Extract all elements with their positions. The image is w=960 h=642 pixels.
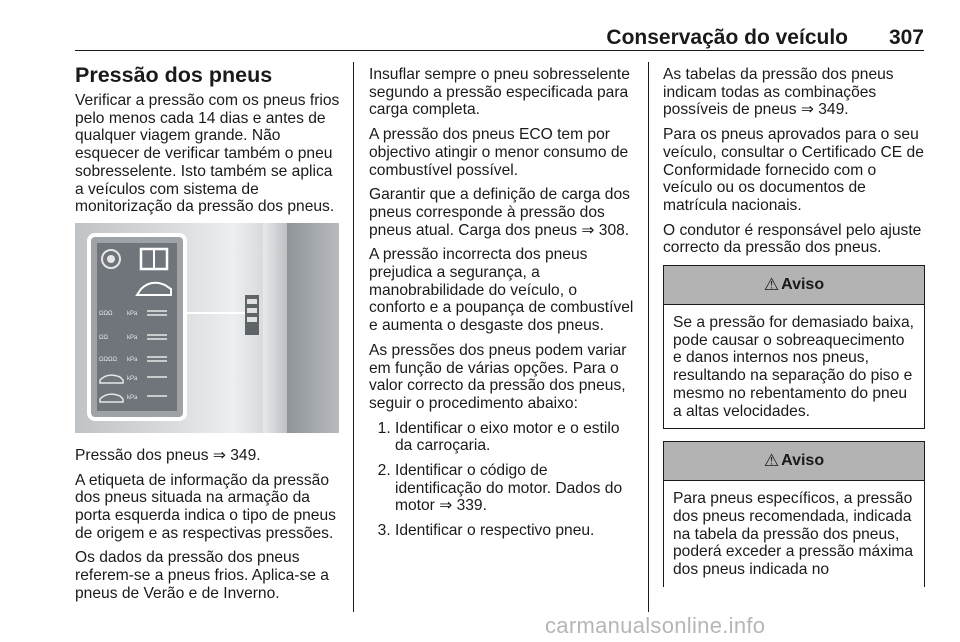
label-location-paragraph: A etiqueta de informação da pressão dos pneus situada na armação da porta esquerda indica o tipo de pneus de origem e as respectivas pressões. — [75, 471, 336, 542]
warning-triangle-icon: ⚠ — [763, 275, 780, 295]
svg-text:kPa: kPa — [127, 356, 138, 363]
pressure-label-icons — [97, 243, 177, 411]
column-divider-1 — [353, 62, 354, 612]
incorrect-pressure-paragraph: A pressão incorrecta dos pneus prejudica a segurança, a manobrabilidade do veículo, o conforto e a poupança de combustível e aumenta o desgaste dos pneus. — [369, 246, 634, 335]
column-2 — [369, 66, 635, 547]
header-title: Conservação do veículo — [606, 26, 848, 49]
procedure-intro-paragraph: As pressões dos pneus podem variar em função de várias opções. Para o valor correcto da pressão dos pneus, seguir o procedimento abaixo: — [369, 341, 627, 412]
warning-title-2: Aviso — [781, 452, 825, 470]
approved-tires-paragraph: Para os pneus aprovados para o seu veículo, consultar o Certificado CE de Conformidade fornecido com o veículo ou os documentos de matrícula nacionais. — [663, 126, 924, 214]
spare-tire-paragraph: Insuflar sempre o pneu sobresselente segundo a pressão especificada para carga completa. — [369, 66, 630, 119]
svg-text:ΩΩΩΩ: ΩΩΩΩ — [99, 356, 117, 363]
svg-text:kPa: kPa — [127, 394, 138, 401]
intro-paragraph: Verificar a pressão com os pneus frios pelo menos cada 14 dias e antes de qualquer viagem grande. Não esquecer de verificar também o pneu sobresselente. Isto também se aplica a veículos com sistema de monitorização da pressão dos pneus. — [75, 92, 340, 216]
svg-text:ΩΩΩ: ΩΩΩ — [99, 310, 113, 317]
tire-pressure-label-figure — [75, 223, 339, 433]
column-1 — [75, 62, 340, 610]
page-header — [75, 26, 924, 52]
pressure-label-panel — [97, 243, 177, 411]
warning-box-2 — [663, 441, 925, 587]
warning-title-1: Aviso — [781, 276, 825, 294]
header-rule — [75, 50, 924, 51]
svg-text:ΩΩ: ΩΩ — [99, 334, 108, 341]
warning-header-1 — [664, 266, 924, 305]
warning-box-1 — [663, 265, 925, 429]
page-number: 307 — [888, 26, 924, 49]
section-title: Pressão dos pneus — [75, 63, 273, 87]
warning-triangle-icon: ⚠ — [763, 451, 780, 471]
driver-responsibility-paragraph: O condutor é responsável pelo ajuste correcto da pressão dos pneus. — [663, 221, 922, 257]
svg-text:kPa: kPa — [127, 334, 138, 341]
procedure-steps — [369, 420, 635, 540]
eco-pressure-paragraph: A pressão dos pneus ECO tem por objectivo atingir o menor consumo de combustível possível. — [369, 126, 629, 179]
watermark: carmanualsonline.info — [545, 613, 766, 638]
procedure-step: 3. Identificar o respectivo pneu. — [395, 522, 635, 540]
warning-body-1: Se a pressão for demasiado baixa, pode causar o sobreaquecimento e danos internos nos pneus, resultando na separação do piso e mesmo no rebentamento do pneu a altas velocidades. — [673, 314, 914, 420]
pressure-reference: Pressão dos pneus ⇒ 349. — [75, 446, 261, 464]
cold-tires-paragraph: Os dados da pressão dos pneus referem-se a pneus frios. Aplica-se a pneus de Verão e de Inverno. — [75, 549, 329, 602]
column-3 — [663, 66, 925, 587]
procedure-step: 1. Identificar o eixo motor e o estilo da carroçaria. — [395, 420, 635, 455]
pressure-label — [87, 233, 187, 421]
column-divider-2 — [648, 62, 649, 612]
procedure-step: 2. Identificar o código de identificação do motor. Dados do motor ⇒ 339. — [395, 462, 635, 515]
tire-load-paragraph: Garantir que a definição de carga dos pneus corresponde à pressão dos pneus atual. Carga dos pneus ⇒ 308. — [369, 186, 630, 239]
pressure-tables-paragraph: As tabelas da pressão dos pneus indicam todas as combinações possíveis de pneus ⇒ 349. — [663, 66, 894, 119]
warning-header-2 — [664, 442, 924, 481]
svg-text:kPa: kPa — [127, 375, 138, 382]
svg-text:kPa: kPa — [127, 310, 138, 317]
warning-body-2: Para pneus específicos, a pressão dos pneus recomendada, indicada na tabela da pressão dos pneus, poderá exceder a pressão máxima dos pneus indicada no — [673, 490, 914, 579]
